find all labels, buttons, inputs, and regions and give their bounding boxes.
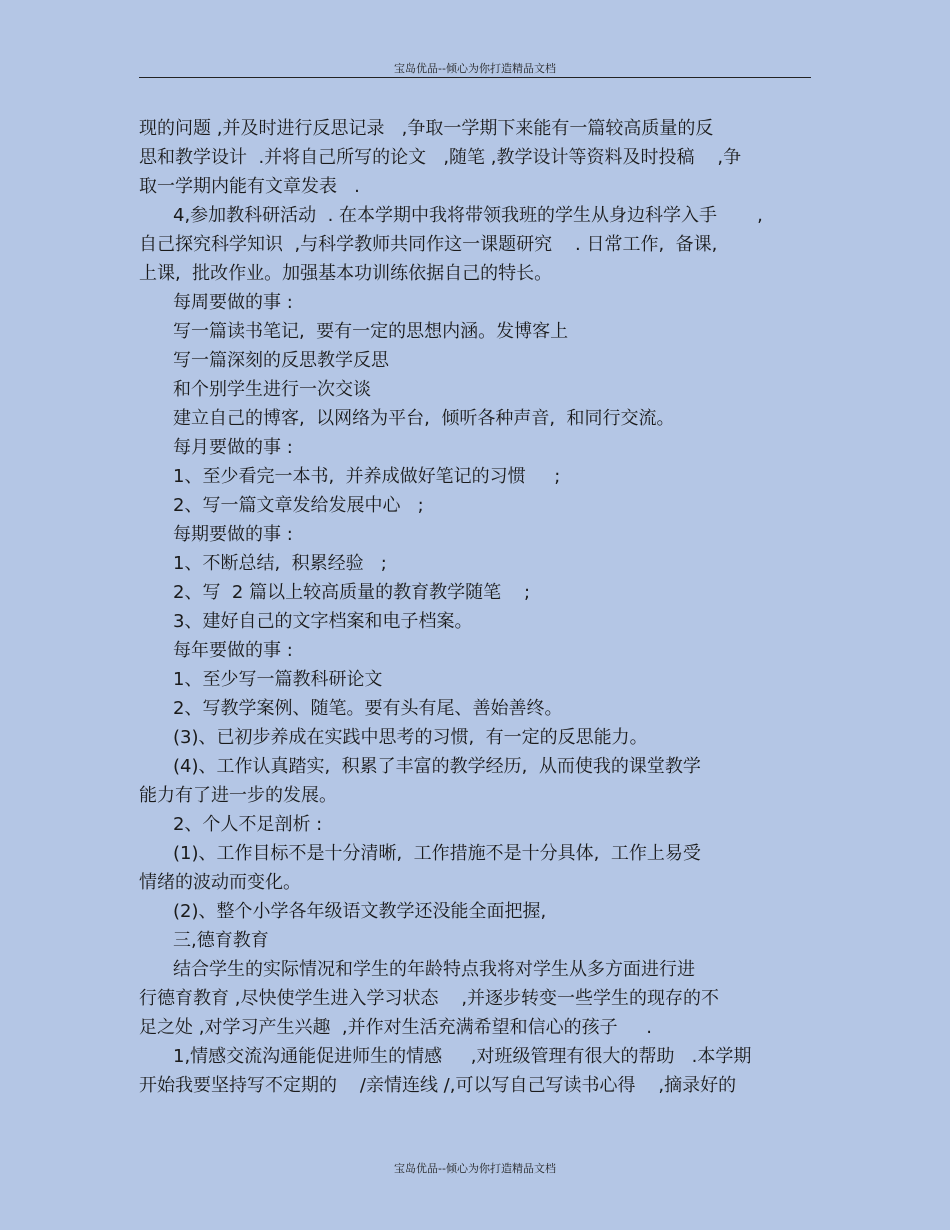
text-line: 现的问题 ,并及时进行反思记录 ,争取一学期下来能有一篇较高质量的反 (139, 118, 714, 139)
text-line: 每周要做的事 : (173, 292, 293, 313)
text-line: 每期要做的事 : (173, 524, 293, 545)
text-line: 三,德育教育 (173, 930, 269, 951)
text-line: 建立自己的博客, 以网络为平台, 倾听各种声音, 和同行交流。 (173, 408, 675, 429)
text-line: 2、写 2 篇以上较高质量的教育教学随笔 ; (173, 582, 531, 603)
text-line: 1、不断总结, 积累经验 ; (173, 553, 387, 574)
text-line: 4,参加教科研活动 . 在本学期中我将带领我班的学生从身边科学入手 , (173, 205, 763, 226)
text-line: 1、至少看完一本书, 并养成做好笔记的习惯 ; (173, 466, 561, 487)
text-line: (3)、已初步养成在实践中思考的习惯, 有一定的反思能力。 (173, 727, 648, 748)
text-line: 写一篇深刻的反思教学反思 (173, 350, 389, 371)
text-line: 每年要做的事 : (173, 640, 293, 661)
text-line: 开始我要坚持写不定期的 /亲情连线 /,可以写自己写读书心得 ,摘录好的 (139, 1075, 737, 1096)
page-footer: 宝岛优品--倾心为你打造精品文档 (394, 1162, 556, 1175)
text-line: 能力有了进一步的发展。 (139, 785, 337, 806)
text-line: 取一学期内能有文章发表 . (139, 176, 360, 197)
page-header: 宝岛优品--倾心为你打造精品文档 (394, 62, 556, 75)
text-line: 写一篇读书笔记, 要有一定的思想内涵。发博客上 (173, 321, 569, 342)
text-line: 行德育教育 ,尽快使学生进入学习状态 ,并逐步转变一些学生的现存的不 (139, 988, 720, 1009)
text-line: 3、建好自己的文字档案和电子档案。 (173, 611, 473, 632)
text-line: 和个别学生进行一次交谈 (173, 379, 371, 400)
text-line: (4)、工作认真踏实, 积累了丰富的教学经历, 从而使我的课堂教学 (173, 756, 701, 777)
text-line: 自己探究科学知识 ,与科学教师共同作这一课题研究 . 日常工作, 备课, (139, 234, 718, 255)
text-line: 2、个人不足剖析 : (173, 814, 323, 835)
text-line: 每月要做的事 : (173, 437, 293, 458)
text-line: 结合学生的实际情况和学生的年龄特点我将对学生从多方面进行进 (173, 959, 695, 980)
text-line: 情绪的波动而变化。 (139, 872, 301, 893)
text-line: 2、写教学案例、随笔。要有头有尾、善始善终。 (173, 698, 563, 719)
text-line: (2)、整个小学各年级语文教学还没能全面把握, (173, 901, 547, 922)
text-line: 1、至少写一篇教科研论文 (173, 669, 383, 690)
text-line: (1)、工作目标不是十分清晰, 工作措施不是十分具体, 工作上易受 (173, 843, 701, 864)
text-line: 2、写一篇文章发给发展中心 ; (173, 495, 424, 516)
text-line: 足之处 ,对学习产生兴趣 ,并作对生活充满希望和信心的孩子 . (139, 1017, 652, 1038)
header-divider (139, 77, 811, 78)
document-body (139, 114, 811, 1100)
text-line: 1,情感交流沟通能促进师生的情感 ,对班级管理有很大的帮助 .本学期 (173, 1046, 752, 1067)
text-line: 思和教学设计 .并将自己所写的论文 ,随笔 ,教学设计等资料及时投稿 ,争 (139, 147, 742, 168)
text-line: 上课, 批改作业。加强基本功训练依据自己的特长。 (139, 263, 553, 284)
